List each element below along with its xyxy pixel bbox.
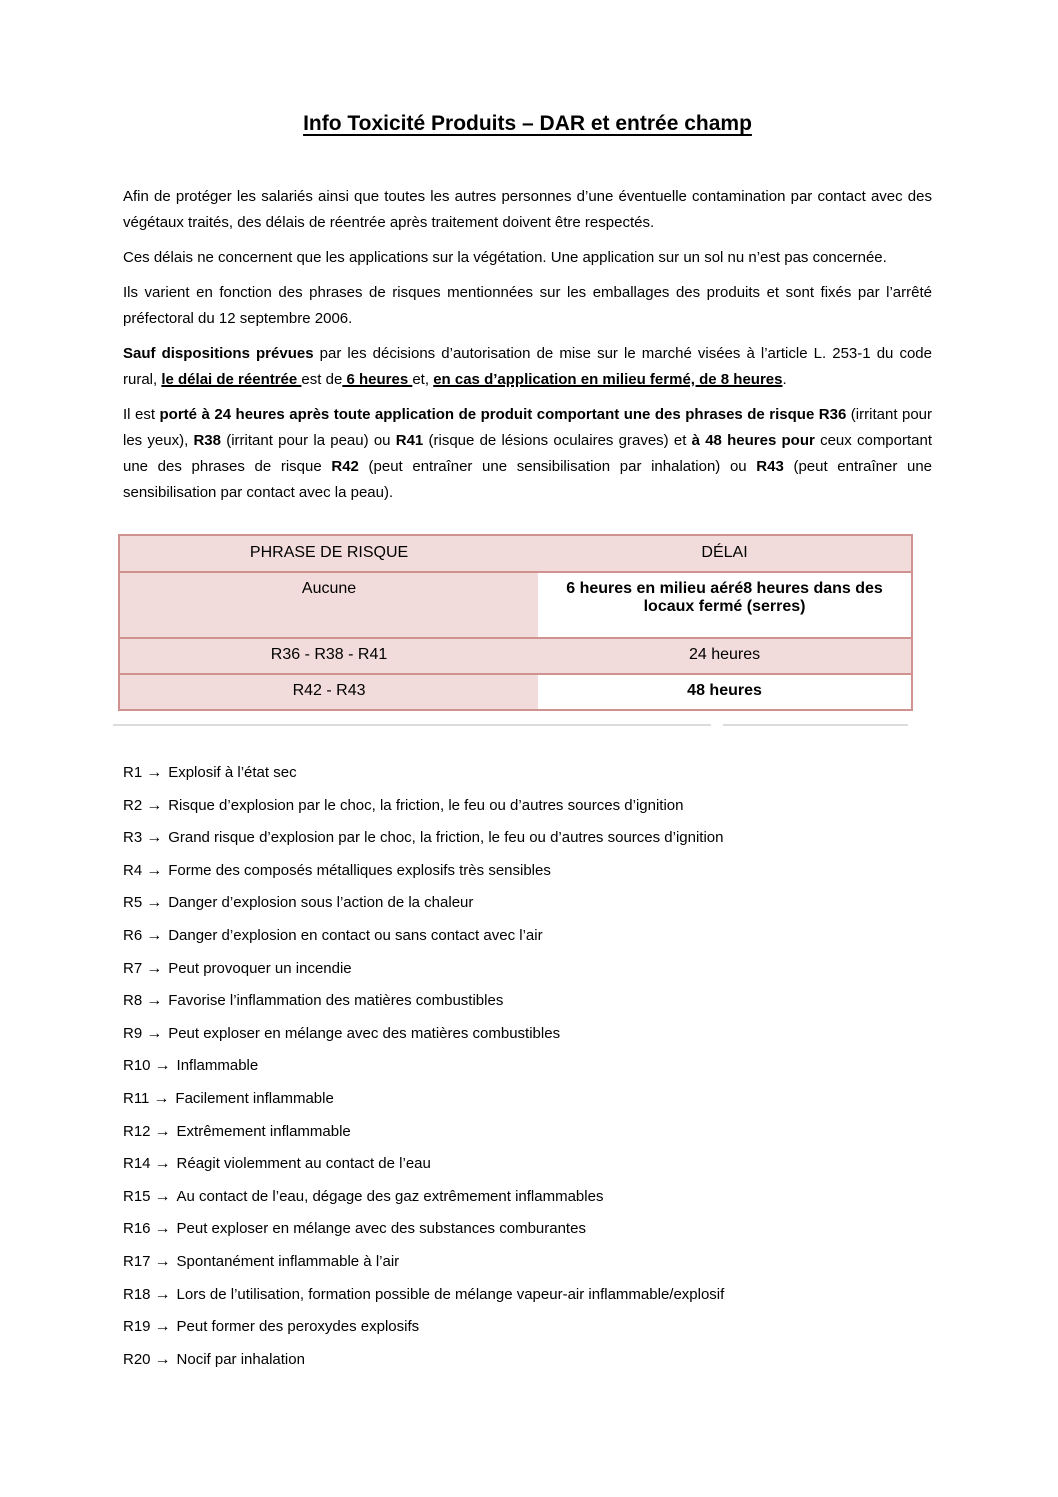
risk-phrase-item: [123, 990, 932, 1011]
risk-phrase-item: [123, 1316, 932, 1337]
text-run: 6 heures: [342, 371, 413, 388]
risk-phrase-item: [123, 1121, 932, 1142]
risk-code: R2: [123, 796, 143, 814]
risk-phrase-item: [123, 1153, 932, 1174]
text-run: R43: [756, 458, 784, 475]
risk-text: Réagit violemment au contact de l’eau: [176, 1155, 431, 1173]
delai-cell: 48 heures: [538, 674, 912, 710]
risk-text: Forme des composés métalliques explosifs très sensibles: [168, 861, 551, 879]
risk-code: R11: [123, 1089, 150, 1107]
risk-text: Peut former des peroxydes explosifs: [176, 1318, 420, 1336]
arrow-right-icon: →: [146, 829, 163, 847]
phrase-cell: R36 - R38 - R41: [119, 638, 538, 674]
arrow-right-icon: →: [146, 894, 163, 912]
text-run: R38: [193, 432, 221, 449]
risk-phrase-item: [123, 860, 932, 881]
text-run: (peut entraîner une sensibilisation par inhalation) ou: [358, 458, 757, 475]
text-run: et,: [412, 371, 434, 388]
arrow-right-icon: →: [146, 992, 163, 1010]
text-run: R41: [395, 432, 424, 449]
arrow-right-icon: →: [154, 1187, 171, 1205]
arrow-right-icon: →: [153, 1089, 170, 1107]
risk-code: R18: [123, 1285, 151, 1303]
risk-text: Inflammable: [176, 1057, 259, 1075]
delay-table-wrap: [118, 534, 932, 726]
delay-table-body: [119, 535, 912, 710]
risk-text: Spontanément inflammable à l’air: [176, 1252, 400, 1270]
risk-code: R4: [123, 861, 143, 879]
risk-code: R1: [123, 764, 143, 781]
text-run: le délai de réentrée: [161, 371, 302, 388]
text-run: en cas d’application en milieu fermé, de 8 heures: [433, 371, 783, 388]
risk-code: R17: [123, 1252, 151, 1270]
phrase-cell: R42 - R43: [119, 674, 538, 710]
text-run: est de: [301, 371, 343, 388]
risk-text: Au contact de l’eau, dégage des gaz extrêmement inflammables: [176, 1187, 604, 1205]
table-row: [119, 674, 912, 710]
paragraph: [123, 245, 932, 271]
risk-text: Risque d’explosion par le choc, la friction, le feu ou d’autres sources d’ignition: [168, 796, 684, 814]
risk-phrase-item: [123, 1023, 932, 1044]
risk-phrase-item: [123, 958, 932, 979]
table-row: [119, 572, 912, 638]
risk-code: R14: [123, 1155, 151, 1173]
text-run: Ces délais ne concernent que les applications sur la végétation. Une application sur un sol nu n’est pas concernée.: [123, 249, 887, 266]
paragraph: [123, 280, 932, 332]
text-run: ceux comportant une des phrases de risque: [123, 432, 933, 475]
risk-text: Grand risque d’explosion par le choc, la friction, le feu ou d’autres sources d’ignition: [168, 829, 724, 847]
text-run: Afin de protéger les salariés ainsi que toutes les autres personnes d’une éventuelle contamination par contact avec des végétaux traités, des délais de réentrée après traitement doivent être respectés.: [123, 188, 932, 231]
risk-phrase-item: [123, 1251, 932, 1272]
risk-text: Peut exploser en mélange avec des matières combustibles: [168, 1024, 561, 1042]
phrase-cell: Aucune: [119, 572, 538, 638]
intro-paragraphs: [123, 184, 932, 506]
risk-text: Facilement inflammable: [175, 1089, 334, 1107]
risk-code: R15: [123, 1187, 151, 1205]
risk-code: R12: [123, 1122, 151, 1140]
shadow-segment: [723, 724, 908, 726]
arrow-right-icon: →: [154, 1155, 171, 1173]
risk-phrase-item: [123, 762, 932, 783]
arrow-right-icon: →: [154, 1252, 171, 1270]
risk-code: R6: [123, 926, 143, 944]
text-run: (irritant pour la peau) ou: [221, 432, 396, 449]
risk-code: R9: [123, 1024, 143, 1042]
header-cell-phrase: PHRASE DE RISQUE: [119, 535, 538, 572]
arrow-right-icon: →: [146, 1024, 163, 1042]
table-row: [119, 638, 912, 674]
delai-cell: 6 heures en milieu aéré8 heures dans des locaux fermé (serres): [538, 572, 912, 638]
risk-text: Nocif par inhalation: [176, 1350, 305, 1368]
text-run: (irritant pour les yeux),: [123, 406, 933, 449]
arrow-right-icon: →: [146, 926, 163, 944]
risk-phrase-item: [123, 1284, 932, 1305]
risk-code: R10: [123, 1057, 151, 1075]
arrow-right-icon: →: [146, 764, 163, 781]
risk-text: Lors de l’utilisation, formation possible de mélange vapeur-air inflammable/explosif: [176, 1285, 725, 1303]
table-shadow-line: [113, 724, 908, 726]
risk-phrase-item: [123, 795, 932, 816]
text-run: par les décisions d’autorisation de mise sur le marché visées à l’article L. 253-1 du code rural,: [123, 345, 932, 388]
paragraph: [123, 341, 932, 393]
risk-text: Peut exploser en mélange avec des substances comburantes: [176, 1220, 586, 1238]
text-run: à 48 heures pour: [691, 432, 815, 449]
risk-phrase-item: [123, 1349, 932, 1370]
risk-phrase-item: [123, 892, 932, 913]
risk-code: R3: [123, 829, 143, 847]
header-cell-delai: DÉLAI: [538, 535, 912, 572]
arrow-right-icon: →: [146, 861, 163, 879]
paragraph: [123, 402, 932, 506]
arrow-right-icon: →: [154, 1122, 171, 1140]
risk-text: Explosif à l’état sec: [168, 764, 297, 781]
risk-text: Favorise l’inflammation des matières combustibles: [168, 992, 504, 1010]
text-run: porté à 24 heures après toute application de produit comportant une des phrases de risque R36: [159, 406, 847, 423]
risk-text: Danger d’explosion en contact ou sans contact avec l’air: [168, 926, 543, 944]
arrow-right-icon: →: [154, 1057, 171, 1075]
risk-phrase-item: [123, 1055, 932, 1076]
text-run: (peut entraîner une sensibilisation par contact avec la peau).: [123, 458, 933, 501]
text-run: Sauf dispositions prévues: [123, 345, 314, 362]
risk-code: R7: [123, 959, 143, 977]
risk-phrase-item: [123, 1218, 932, 1239]
arrow-right-icon: →: [154, 1220, 171, 1238]
risk-phrase-item: [123, 1088, 932, 1109]
risk-code: R5: [123, 894, 143, 912]
text-run: (risque de lésions oculaires graves) et: [423, 432, 692, 449]
risk-phrase-list: [123, 762, 932, 1370]
delay-table: [118, 534, 913, 711]
risk-phrase-item: [123, 925, 932, 946]
arrow-right-icon: →: [154, 1318, 171, 1336]
risk-text: Danger d’explosion sous l’action de la chaleur: [168, 894, 474, 912]
risk-text: Extrêmement inflammable: [176, 1122, 351, 1140]
text-run: Ils varient en fonction des phrases de risques mentionnées sur les emballages des produits et sont fixés par l’arrêté préfectoral du 12 septembre 2006.: [123, 284, 932, 327]
risk-phrase-item: [123, 1186, 932, 1207]
shadow-segment: [113, 724, 711, 726]
arrow-right-icon: →: [146, 796, 163, 814]
paragraph: [123, 184, 932, 236]
risk-text: Peut provoquer un incendie: [168, 959, 352, 977]
risk-phrase-item: [123, 827, 932, 848]
risk-code: R19: [123, 1318, 151, 1336]
arrow-right-icon: →: [154, 1350, 171, 1368]
text-run: Il est: [123, 406, 160, 423]
risk-code: R8: [123, 992, 143, 1010]
table-header-row: [119, 535, 912, 572]
risk-code: R16: [123, 1220, 151, 1238]
page-title: Info Toxicité Produits – DAR et entrée champ: [303, 112, 752, 135]
delai-cell: 24 heures: [538, 638, 912, 674]
risk-code: R20: [123, 1350, 151, 1368]
arrow-right-icon: →: [154, 1285, 171, 1303]
text-run: R42: [331, 458, 359, 475]
text-run: .: [782, 371, 787, 388]
arrow-right-icon: →: [146, 959, 163, 977]
